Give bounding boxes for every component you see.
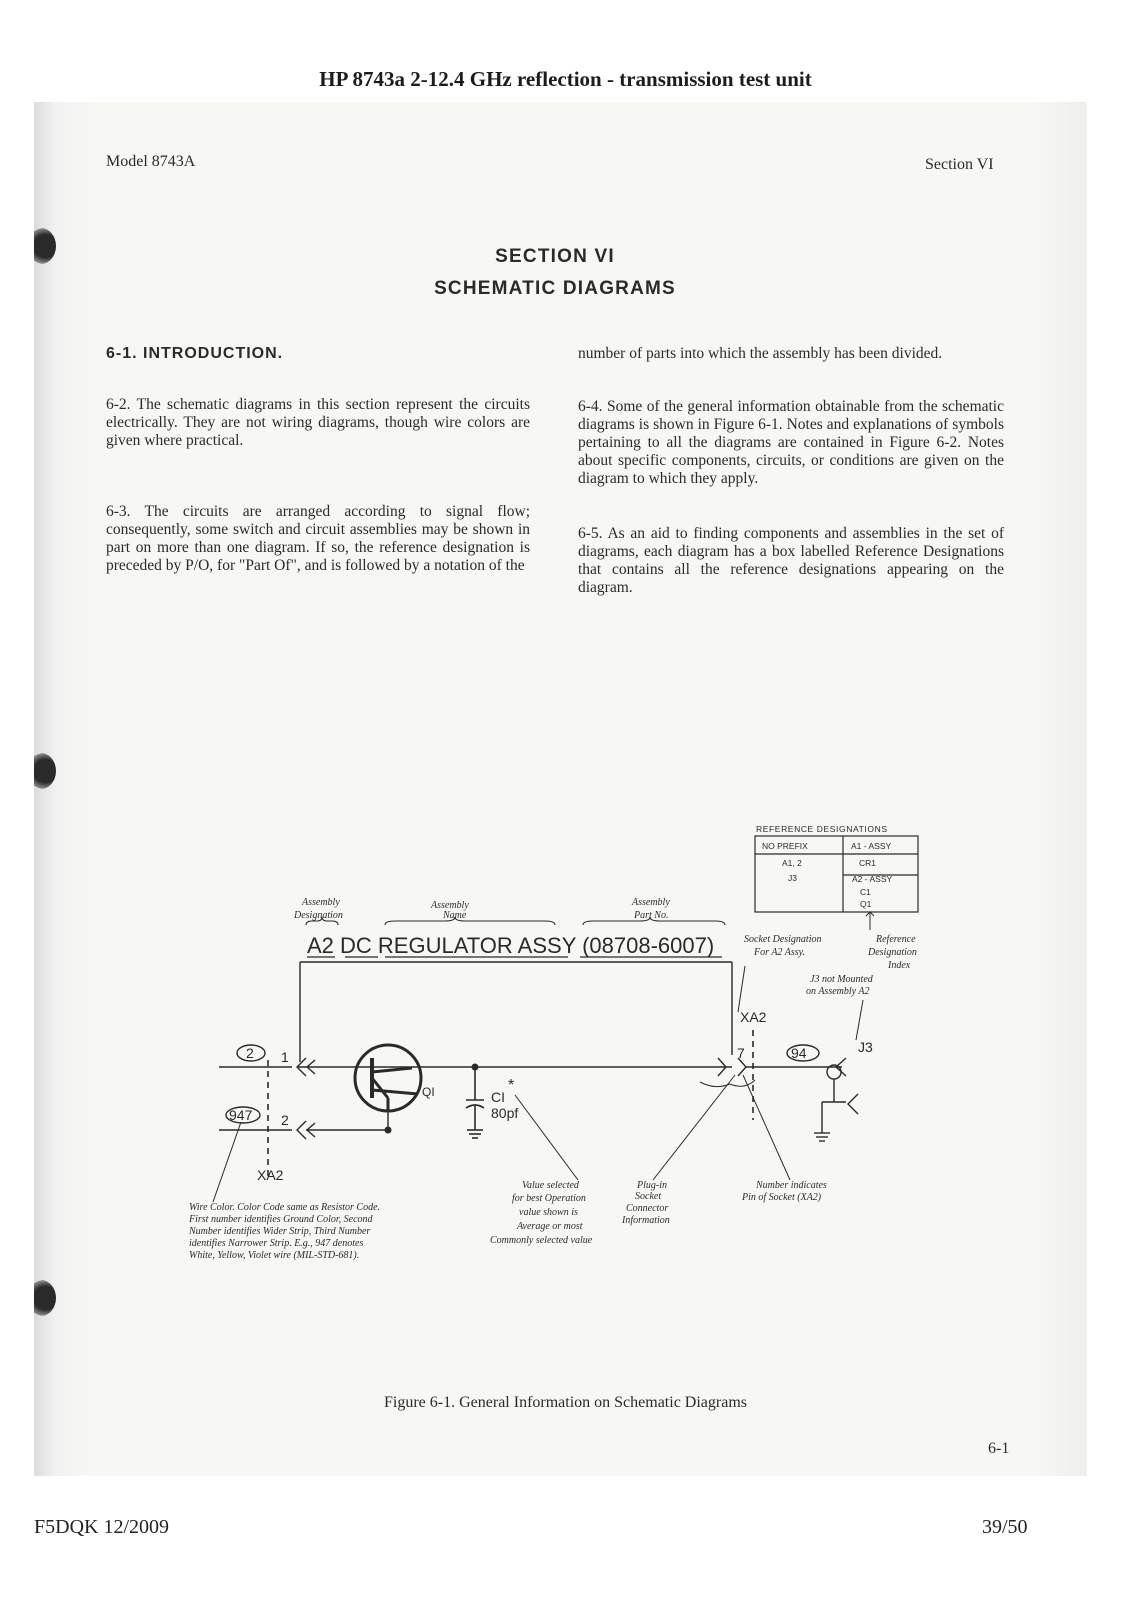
label-ref-index-2: Designation xyxy=(868,947,917,958)
footer-left: F5DQK 12/2009 xyxy=(34,1516,170,1538)
xa2-right: XA2 xyxy=(740,1009,767,1025)
assembly-title: A2 DC REGULATOR ASSY (08708-6007) xyxy=(307,933,715,958)
label-wire-color-2: First number identifies Ground Color, Second xyxy=(189,1214,373,1225)
label-wire-color-3: Number identifies Wider Strip, Third Number xyxy=(189,1226,371,1237)
ref-box-item: A2 - ASSY xyxy=(852,874,893,884)
socket-dashed-lines xyxy=(268,1030,753,1178)
paragraph-6-5: 6-5. As an aid to finding components and assemblies in the set of diagrams, each diagram has a box labelled Reference Designations that contains all the reference designations appearing on the diagram. xyxy=(578,525,1004,596)
ref-box-title: REFERENCE DESIGNATIONS xyxy=(756,824,888,834)
wire-number-94: 94 xyxy=(791,1045,807,1061)
paragraph-6-2: 6-2. The schematic diagrams in this section represent the circuits electrically. They are not wiring diagrams, though wire colors are given where practical. xyxy=(106,396,530,449)
header-section: Section VI xyxy=(925,156,994,173)
label-value-selected-4: Average or most xyxy=(517,1221,583,1232)
label-plugin-4: Information xyxy=(622,1215,670,1226)
ref-box-item: J3 xyxy=(788,873,797,883)
label-assembly-designation-1: Assembly xyxy=(302,897,340,908)
label-ref-index-3: Index xyxy=(888,960,911,971)
figure-caption: Figure 6-1. General Information on Schematic Diagrams xyxy=(384,1394,747,1411)
selected-value-star: * xyxy=(508,1077,515,1094)
wire-number-2: 2 xyxy=(246,1045,254,1061)
label-assembly-name-1: Assembly xyxy=(431,900,469,911)
label-wire-color-5: White, Yellow, Violet wire (MIL-STD-681). xyxy=(189,1250,360,1261)
label-assembly-designation-2: Designation xyxy=(294,910,343,921)
wire-number-947: 947 xyxy=(229,1107,253,1123)
footer-right: 39/50 xyxy=(982,1516,1028,1538)
label-j3-note-1: J3 not Mounted xyxy=(810,974,873,985)
header-model: Model 8743A xyxy=(106,153,196,170)
transistor-q1-icon xyxy=(355,1045,421,1112)
label-value-selected-3: value shown is xyxy=(519,1207,578,1218)
wires xyxy=(219,1058,842,1139)
label-j3-note-2: on Assembly A2 xyxy=(806,986,870,997)
label-assembly-name-2: Name xyxy=(443,910,467,921)
label-assembly-part-2: Part No. xyxy=(634,910,669,921)
ref-box-item: CR1 xyxy=(859,858,877,868)
label-ref-index-1: Reference xyxy=(876,934,916,945)
pin-7: 7 xyxy=(737,1045,745,1061)
label-socket-designation-1: Socket Designation xyxy=(744,934,822,945)
pin-1: 1 xyxy=(281,1049,289,1065)
j3-label: J3 xyxy=(858,1039,873,1055)
ref-box-item: C1 xyxy=(860,887,871,897)
document-title: HP 8743a 2-12.4 GHz reflection - transmission test unit xyxy=(319,67,812,91)
label-assembly-part-1: Assembly xyxy=(632,897,670,908)
label-value-selected-1: Value selected xyxy=(522,1180,579,1191)
section-subtitle: SCHEMATIC DIAGRAMS xyxy=(434,278,676,299)
label-number-indicates-2: Pin of Socket (XA2) xyxy=(742,1192,822,1203)
label-wire-color-4: identifies Narrower Strip. E.g., 947 denotes xyxy=(189,1238,364,1249)
assembly-outline xyxy=(300,962,732,1062)
capacitor-c1-icon xyxy=(466,1067,484,1138)
label-plugin-2: Socket xyxy=(635,1191,662,1202)
label-plugin-3: Connector xyxy=(626,1203,669,1214)
page-number: 6-1 xyxy=(988,1440,1010,1457)
intro-heading: 6-1. INTRODUCTION. xyxy=(106,345,284,362)
label-value-selected-5: Commonly selected value xyxy=(490,1235,593,1246)
paragraph-6-3: 6-3. The circuits are arranged according to signal flow; consequently, some switch and circuit assemblies may be shown in part on more than one diagram. If so, the reference designation is preceded by P/O, for "Part Of", and is followed by a notation of the xyxy=(106,503,530,574)
label-plugin-1: Plug-in xyxy=(637,1180,667,1191)
label-value-selected-2: for best Operation xyxy=(512,1193,586,1204)
pin-2: 2 xyxy=(281,1112,289,1128)
q1-label: QI xyxy=(422,1085,435,1099)
c1-value: 80pf xyxy=(491,1105,519,1121)
label-socket-designation-2: For A2 Assy. xyxy=(754,947,806,958)
paragraph-6-4: 6-4. Some of the general information obtainable from the schematic diagrams is shown in Figure 6-1. Notes and explanations of symbols pertaining to all the diagrams are contained in Figure 6-2. Notes about specific components, circuits, or conditions are given on the diagram to which they apply. xyxy=(578,398,1004,487)
label-number-indicates-1: Number indicates xyxy=(756,1180,827,1191)
ref-box-col2-header: A1 - ASSY xyxy=(851,841,892,851)
c1-label: CI xyxy=(491,1089,505,1105)
paragraph-6-3-continued: number of parts into which the assembly has been divided. xyxy=(578,345,943,362)
section-title: SECTION VI xyxy=(495,246,615,267)
ref-box-item: Q1 xyxy=(860,899,872,909)
j3-connector-icon xyxy=(814,1058,858,1141)
xa2-left: XA2 xyxy=(257,1167,284,1183)
junction-dot xyxy=(385,1127,392,1134)
ref-box-col1-header: NO PREFIX xyxy=(762,841,808,851)
label-wire-color-1: Wire Color. Color Code same as Resistor Code. xyxy=(189,1202,381,1213)
ref-box-item: A1, 2 xyxy=(782,858,802,868)
junction-dot xyxy=(472,1064,479,1071)
